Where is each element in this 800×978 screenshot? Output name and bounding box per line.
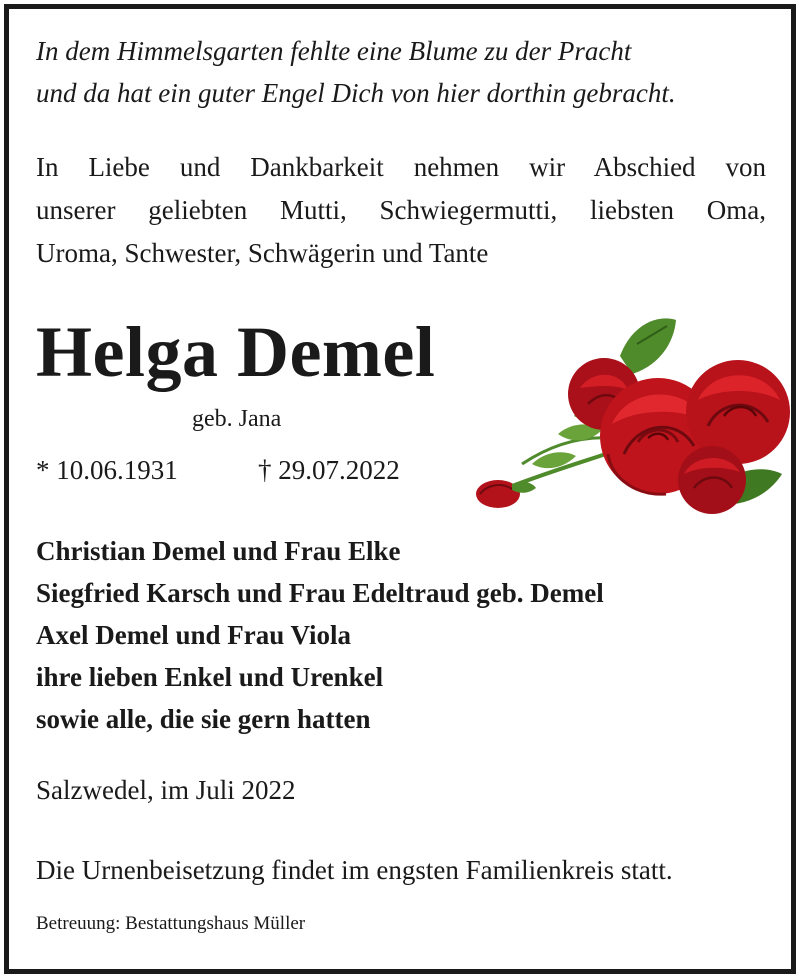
family-line: ihre lieben Enkel und Urenkel [36,662,384,692]
family-line: Axel Demel und Frau Viola [36,620,351,650]
place-date: Salzwedel, im Juli 2022 [36,775,296,805]
death-date: † 29.07.2022 [258,455,400,485]
family-line: sowie alle, die sie gern hatten [36,704,371,734]
burial-note: Die Urnenbeisetzung findet im engsten Familienkreis statt. [36,855,673,885]
family-line: Siegfried Karsch und Frau Edeltraud geb. Demel [36,578,604,608]
intro-line-2: unserer geliebten Mutti, Schwiegermutti, liebsten Oma, [36,195,766,225]
maiden-name: geb. Jana [192,406,282,432]
roses-image [462,304,796,528]
intro-text [36,146,766,275]
funeral-home-credit: Betreuung: Bestattungshaus Müller [36,913,306,934]
intro-line-1: In Liebe und Dankbarkeit nehmen wir Abschied von [36,152,766,182]
poem-line-1: In dem Himmelsgarten fehlte eine Blume zu der Pracht [36,36,632,66]
family-line: Christian Demel und Frau Elke [36,536,401,566]
intro-line-3: Uroma, Schwester, Schwägerin und Tante [36,238,489,268]
poem-line-2: und da hat ein guter Engel Dich von hier dorthin gebracht. [36,78,676,108]
deceased-name: Helga Demel [36,312,436,392]
poem [36,30,676,114]
family-list [36,530,604,740]
birth-date: * 10.06.1931 [36,455,178,485]
